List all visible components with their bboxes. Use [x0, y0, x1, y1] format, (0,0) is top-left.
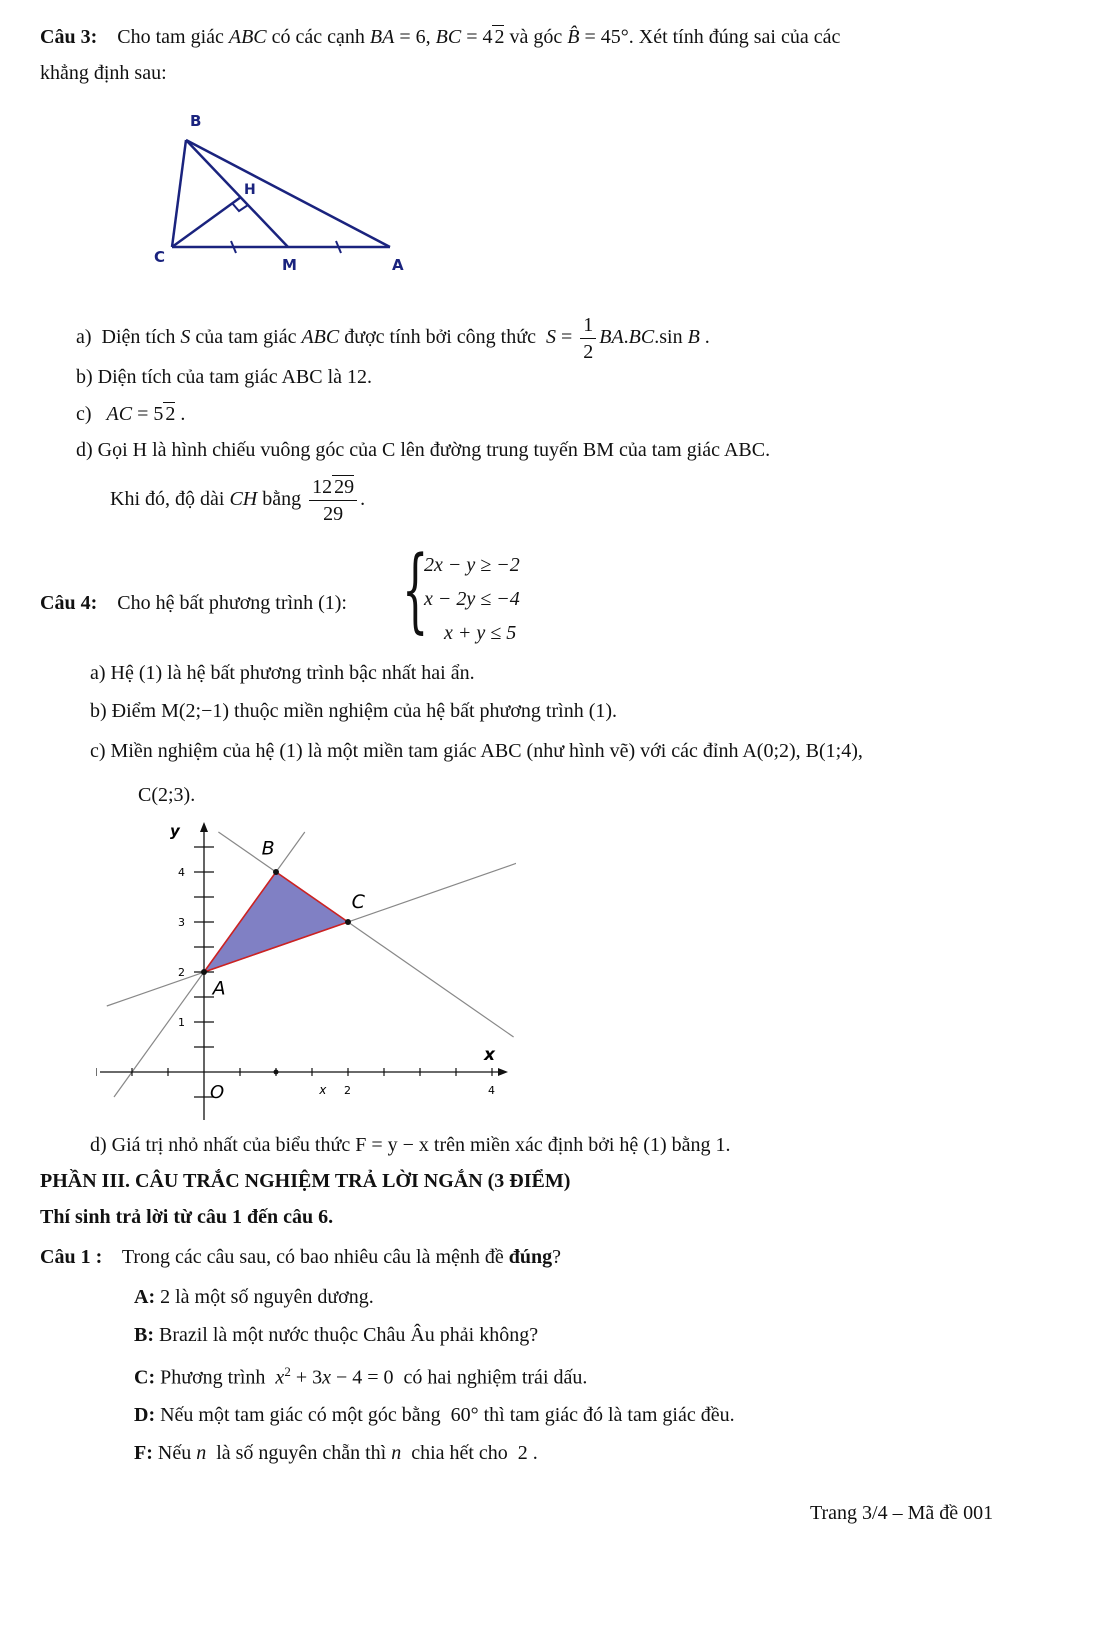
q4-c-line2: C(2;3). [138, 784, 196, 806]
q3-a: a) Diện tích S của tam giác ABC được tính bởi công thức S = $\frac{1}{2}$ BA.BC.sin B . [76, 314, 710, 363]
q1-label: Câu 1 : [40, 1246, 103, 1268]
q3-d-line2: Khi đó, độ dài CH bằng $\frac{12 29}{29}$ . [110, 476, 366, 525]
y-tick-label: 1 [178, 1016, 185, 1029]
vertex-label-c: C [351, 891, 365, 913]
q4-c-line1: c) Miền nghiệm của hệ (1) là một miền tam giác ABC (như hình vẽ) với các đỉnh A(0;2), B(1;4), [90, 740, 863, 762]
median-bm [186, 140, 288, 247]
q4-label: Câu 4: [40, 592, 98, 614]
x-point-dot [274, 1070, 279, 1075]
q1-line: Câu 1 : Trong các câu sau, có bao nhiêu câu là mệnh đề đúng? [40, 1246, 562, 1268]
q1-item-a: A: 2 là một số nguyên dương. [134, 1286, 374, 1308]
x-tick-label: 2 [344, 1084, 351, 1097]
label-a: A [392, 256, 404, 274]
q3-line2: khẳng định sau: [40, 62, 167, 84]
label-c: C [154, 248, 166, 266]
vertex-dot [201, 969, 207, 975]
edge-bc [172, 140, 186, 247]
q1-item-f: F: Nếu n là số nguyên chẵn thì n chia hết cho 2 . [134, 1442, 538, 1464]
y-tick-label: 2 [178, 966, 185, 979]
vertex-dot [273, 869, 279, 875]
origin-label: O [210, 1082, 225, 1103]
vertex-label-a: A [212, 977, 226, 1000]
q3-line1: Câu 3: Cho tam giác ABC có các cạnh BA = 6, BC = 4 2 và góc B̂ = 45°. Xét tính đúng sai của các [40, 26, 841, 48]
q1-item-b: B: Brazil là một nước thuộc Châu Âu phải không? [134, 1324, 539, 1346]
x-axis-label: x [484, 1045, 495, 1065]
q3-b: b) Diện tích của tam giác ABC là 12. [76, 366, 373, 388]
x-point-label: x [319, 1083, 327, 1097]
solution-region [204, 872, 348, 972]
altitude-ch [172, 197, 241, 247]
page-footer: Trang 3/4 – Mã đề 001 [810, 1502, 994, 1524]
part3-title: PHẦN III. CÂU TRẮC NGHIỆM TRẢ LỜI NGẮN (3 ĐIỂM) [40, 1170, 571, 1192]
x-tick-label: 4 [488, 1084, 495, 1097]
system-row-2: x − 2y ≤ −4 [424, 588, 520, 610]
q4-a: a) Hệ (1) là hệ bất phương trình bậc nhất hai ẩn. [90, 662, 475, 684]
vertex-label-b: B [261, 837, 275, 860]
system-row-3: x + y ≤ 5 [444, 622, 517, 644]
q1-item-c: C: Phương trình $x^2 + 3x - 4 = 0$ có hai nghiệm trái dấu. [134, 1364, 588, 1389]
q1-item-d: D: Nếu một tam giác có một góc bằng 60° thì tam giác đó là tam giác đều. [134, 1404, 735, 1426]
label-b: B [190, 112, 202, 130]
q3-d-line1: d) Gọi H là hình chiếu vuông góc của C lên đường trung tuyến BM của tam giác ABC. [76, 439, 771, 461]
y-axis-arrow [200, 822, 208, 832]
label-h: H [244, 182, 256, 198]
q3-c: c) AC = 5 2 . [76, 403, 186, 425]
y-axis-label: y [170, 822, 180, 840]
q4-stem: Câu 4: Cho hệ bất phương trình (1): [40, 592, 347, 614]
region-graph [96, 820, 516, 1130]
edge-ba [186, 140, 390, 247]
y-tick-label: 4 [178, 866, 185, 879]
system-row-1: 2x − y ≥ −2 [424, 554, 520, 576]
q4-b: b) Điểm M(2;−1) thuộc miền nghiệm của hệ bất phương trình (1). [90, 700, 618, 722]
q4-d: d) Giá trị nhỏ nhất của biểu thức F = y − x trên miền xác định bởi hệ (1) bằng 1. [90, 1134, 731, 1156]
triangle-figure [148, 104, 418, 280]
label-m: M [282, 256, 297, 274]
q4-system: { 2x − y ≥ −2 x − 2y ≤ −4 x + y ≤ 5 [402, 536, 520, 644]
y-tick-label: 3 [178, 916, 185, 929]
q3-label: Câu 3: [40, 26, 98, 48]
x-axis-arrow [498, 1068, 508, 1076]
part3-subtitle: Thí sinh trả lời từ câu 1 đến câu 6. [40, 1206, 334, 1228]
vertex-dot [345, 919, 351, 925]
